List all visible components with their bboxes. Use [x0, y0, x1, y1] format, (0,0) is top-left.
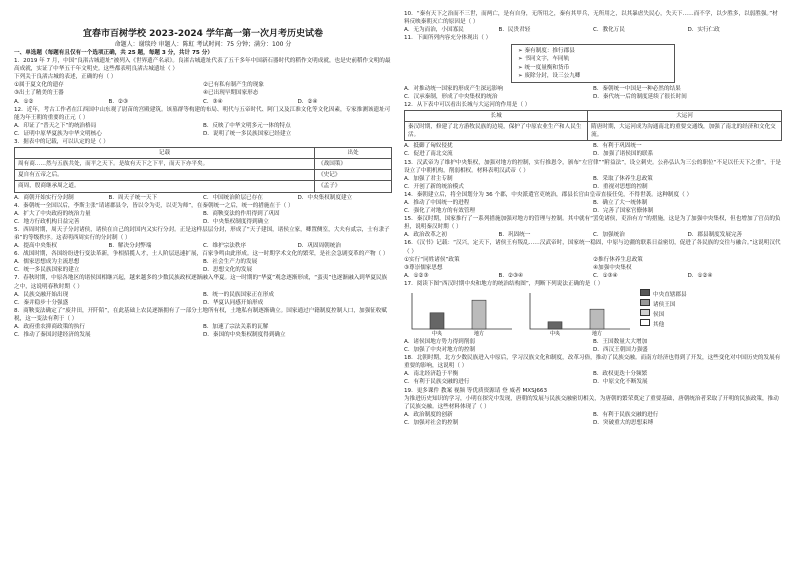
q3-table-cell: 商周，殷商继承周之道。: [15, 181, 315, 192]
option-row: [14, 89, 392, 97]
option-row: [404, 183, 782, 191]
legend-item: [640, 319, 687, 329]
option: C．加强对社会的控制: [404, 419, 459, 426]
option: A．抵御了匈奴侵扰: [404, 143, 453, 150]
legend-label: 其他: [653, 322, 665, 329]
legend-swatch: [640, 299, 650, 306]
option: A．加强了君主专制: [404, 175, 453, 182]
question-stem: 18．北朝时期，北方少数民族进入中原后，学习汉族文化和制度，改革习俗，推动了民族交融。而南方经济也得到了开发，这些变化对中国历史的发展有重要的影响，这说明（ ）: [404, 355, 781, 370]
option: D．巩固周朝统治: [297, 243, 341, 250]
option: ④已出现早期国家形态: [203, 90, 259, 97]
legend-label: 中央直辖郡县: [653, 292, 687, 298]
question-stem: 下列关于良渚古城的表述，正确的有（ ）: [14, 74, 117, 81]
q11-box-line: ➢ 秦有制度：推行郡县: [518, 48, 575, 55]
chart-bar: [472, 300, 486, 329]
option-row: [14, 210, 392, 218]
option: B．秦朝统一中国是一种必然的结果: [593, 85, 681, 92]
option: ②已有私有制产生的现象: [203, 82, 264, 89]
option: B．统一的民族国家正在形成: [203, 291, 274, 298]
question-stem: 7．春秋时期，中原各地区的诸侯国相继兴起，越来越多的少数民族政权逐渐融入华夏。这一时期的“华夏”观念逐渐形成，“蛮夷”也逐渐融入到华夏民族之中，这说明春秋时期（ ）: [14, 275, 388, 290]
left-questions-2: [14, 194, 392, 340]
question-stem: 4．秦朝统一全国以后，李斯主张“请诸郡县令，皆以令为吏，以吏为师”，在秦朝统一之后，统一的措施在于（ ）: [14, 202, 294, 209]
option: B．加速了宗法关系的瓦解: [203, 324, 269, 330]
option: A．①②③: [404, 272, 429, 279]
option-row: [14, 331, 392, 339]
question-stem: 19．更多课件 教案 视频 等优质资源请 登 威者 MXSJ663: [404, 387, 548, 394]
option: D．中原文化不断发展: [593, 379, 648, 386]
left-questions: [14, 57, 392, 146]
question-stem: 13．汉武帝为了维护中央集权，加强对地方的控制，实行推恩令，颁布“左官律”“附益法”，设立刺史。公孙弘认为三公的职位“不足以任天下之重”，于是设立了中朝机构，削弱相权。材料表明汉武帝（ ）: [404, 159, 781, 174]
question-stem: 10．“秦有天下之治而不三世，而两亡，是有自身，无所用之，秦有其甲兵，无所用之，以其暴虐失民心，失天下……而不学，以少胜多，以弱胜强。”材料反映秦朝灭亡的原因是（ ）: [404, 11, 778, 26]
option: B．确立了大一统体制: [593, 199, 648, 206]
option: D．华夏认同感开始形成: [203, 299, 264, 306]
option: D．②④: [297, 98, 318, 105]
q12-table: [404, 110, 782, 141]
legend-swatch: [640, 309, 650, 316]
option-row: [404, 26, 782, 34]
option-row: [404, 150, 782, 158]
chart-legend: [640, 289, 687, 329]
q3-table-cell: 夏自有五帝之后。: [15, 170, 315, 181]
option-row: [404, 93, 782, 101]
legend-label: 诸侯王国: [653, 302, 676, 309]
option: B．有利于巩固统一: [593, 143, 642, 150]
option: B．周天子统一天下: [108, 194, 158, 201]
question-stem: 3．据表中的记载，可以认定的是（ ）: [14, 139, 109, 146]
option: D．思想文化的发展: [203, 267, 253, 274]
option: C．有利于民族交融的进行: [404, 379, 470, 386]
option: A．提高中央集权: [14, 243, 57, 250]
question-stem: 12．近年，考古工作者在江西国中山东观了尉苗的宫殿建筑。该墓群等构建的布局、明代与五帝时代、阿门又及江准文化等文化因素，专家推测该遗址可能为年王朝的重要的正元（ ）: [14, 106, 391, 121]
option: B．采取了休养生息政策: [593, 175, 653, 182]
option: C．证明中原华夏族为中华文明核心: [14, 130, 102, 137]
option-row: [404, 199, 782, 207]
option: A．①②: [14, 98, 34, 105]
option-row: [404, 231, 782, 239]
question-stem: 为推进历史知识的学习，小明在探究中发现，唐朝的发展与民族交融密切相关，为唐朝的繁荣奠定了重要基础，唐朝统治者采取了开明的民族政策，推动了民族交融。这些材料体现了（ ）: [404, 395, 779, 410]
option-row: [14, 291, 392, 299]
question-stem: 15．秦汉时期，国家推行了一系列措施加强对地方的管理与控制。其中就有“罢免诸侯，吏治有方”的措施，这是为了加强中央集权，但也增加了官员的负担，说明秦汉时期（ ）: [404, 216, 781, 231]
option-row: [14, 242, 392, 250]
chart-category-label: 地方: [591, 331, 603, 337]
option: D．郡县制度发展完善: [687, 232, 743, 239]
q16-item: ①实行“同姓诸侯”政策: [404, 256, 460, 263]
q16-item: ④加强中央集权: [593, 264, 632, 271]
option: B．②③: [108, 98, 128, 105]
q11-box-line: ➢ 书同文字，车同轨: [518, 56, 570, 63]
right-questions-2: [404, 85, 782, 109]
option: B．巩固统一: [498, 232, 531, 239]
option: C．中国统治阶层已存在: [203, 194, 263, 201]
option: C．推动了秦国封建经济的发展: [14, 332, 91, 339]
option-row: [404, 346, 782, 354]
chart-bar: [430, 313, 444, 329]
option: D．秦国的中央集权制度得到确立: [203, 332, 286, 339]
option: D．中央集权制度建立: [297, 194, 353, 201]
option: D．突破重大的思想束缚: [593, 419, 654, 426]
option: C．开创了新的统治模式: [404, 183, 464, 190]
option: C．秦并稳步十分强盛: [14, 299, 69, 306]
legend-swatch: [640, 319, 650, 326]
chart-category-label: 中央: [549, 331, 561, 337]
option: C．统一多民族国家的建立: [14, 267, 80, 274]
option-row: [14, 258, 392, 266]
option: D．完善了国家官僚体制: [593, 208, 654, 215]
right-questions-3: [404, 142, 782, 255]
q12-table-head: 大运河: [588, 111, 782, 122]
q3-table-cell: 《战国策》: [315, 159, 392, 170]
chart-bar: [548, 322, 562, 329]
q16-items: [404, 256, 782, 272]
option-row: [14, 98, 392, 106]
q16-options: [404, 272, 782, 280]
option: A．民族交融开始出现: [14, 291, 69, 298]
q12-table-cell: 隋唐时期，大运河成为沟通南北的重要交通线，加强了南北的经济和文化交流。: [588, 122, 782, 141]
option: C．加强统治: [593, 232, 625, 239]
option: B．解决分封弊端: [108, 243, 152, 250]
option: D．秦代统一后的制度延续了很长时间: [593, 93, 687, 100]
option-row: [404, 338, 782, 346]
q17-chart-area: [404, 289, 782, 337]
question-stem: 5．西周时期，周天子分封诸侯，诸侯在自己的封国内又实行分封。正是这样层层分封，形成了“天子建国，诸侯立家，卿置侧室，大夫有贰宗，士有隶子弟”的等级秩序。这表明西周实行的分封制（ ）: [14, 226, 390, 241]
option: C．强化了对地方的有效管理: [404, 208, 476, 215]
question-stem: 16．《汉书》记载：“汉兴，定天下，诸侯王有叛乱……汉武帝时，国家统一稳固，中原与边疆的联系日益密切，促进了各民族的交往与融合。”这说明汉代（ ）: [404, 240, 781, 255]
option-row: [14, 266, 392, 274]
option: B．社会生产力的发展: [203, 259, 258, 266]
option: B．王国数量大大增加: [593, 339, 648, 345]
exam-meta: 命题人：谢琰玲 审题人：陈虹 考试时间：75 分钟；满分：100 分: [114, 41, 292, 48]
question-stem: 8．商鞅变法确定了“废井田，开阡陌”，在此基础上农民逐渐拥有了一部分土地所有权，土地私有制逐渐确立。国家通过户籍制度控制人口，加强征收赋税，这一变法有利于（ ）: [14, 307, 387, 322]
option: D．中央集权制度得到确立: [203, 218, 269, 225]
chart-bar: [590, 309, 604, 329]
q11-box-line: ➢ 统一度量衡和货币: [518, 64, 570, 71]
q3-table-head: 记载: [15, 148, 315, 159]
question-stem: 14．秦朝建立后，将全国划分为 36 个郡，中央派遣官吏统治，郡县长官由皇帝直接任免，不得世袭。这种制度（ ）: [404, 191, 693, 198]
option-row: [404, 411, 782, 419]
q3-table: [14, 147, 392, 192]
option: B．民贵君轻: [498, 27, 531, 34]
option: C．③④: [203, 98, 223, 105]
q3-table-cell: 《孟子》: [315, 181, 392, 192]
option: D．加强了诸侯国的联系: [593, 151, 654, 158]
section-heading: 一、单选题（每题有且仅有一个选项正确，共 25 题，每题 3 分，共计 75 分）: [14, 50, 213, 56]
option-row: [404, 207, 782, 215]
right-column: [404, 10, 782, 427]
option: C．促进了南北交流: [404, 151, 453, 158]
option: D．①②④: [687, 272, 713, 279]
right-questions-4: [404, 354, 782, 427]
option: A．无为而治，小国寡民: [404, 27, 464, 34]
chart-axis: [530, 293, 630, 329]
option-row: [404, 370, 782, 378]
option: A．诸侯国地方势力得到削弱: [404, 339, 475, 345]
option: B．②③④: [498, 272, 523, 279]
option: A．对推动统一国家的形成产生深远影响: [404, 85, 503, 92]
option: A．推动了中国统一的进程: [404, 199, 470, 206]
option: D．实行仁政: [687, 27, 720, 34]
option: A．印证了“普天之下”的统治格局: [14, 122, 97, 129]
option: C．①③④: [593, 272, 618, 279]
q11-box: [511, 44, 675, 82]
option: A．南北经济趋于平衡: [404, 371, 459, 378]
q3-table-cell: 周有商……然与五族共处，而平之天下。是故有天下之下平，而天下亦平矣。: [15, 159, 315, 170]
legend-item: [640, 309, 687, 319]
legend-item: [640, 289, 687, 299]
option: B．商鞅变法的作用得到了巩固: [203, 210, 280, 217]
option: B．有利于民族交融的进行: [593, 411, 659, 418]
q17-options: [404, 338, 782, 354]
option-row: [404, 378, 782, 386]
left-column: [14, 10, 392, 339]
option: ①属于夏文化的遗存: [14, 82, 64, 89]
q16-item: ③尊崇儒家思想: [404, 264, 443, 271]
option: A．政治改革之初: [404, 232, 447, 239]
option: C．加强了中央对地方的控制: [404, 347, 476, 354]
option: C．教化万民: [593, 27, 625, 34]
q16-item: ②推行休养生息政策: [593, 256, 643, 263]
chart-category-label: 地方: [473, 331, 485, 337]
q12-table-head: 长城: [405, 111, 588, 122]
option-row: [404, 142, 782, 150]
option: A．扩大了中央政府的统治力量: [14, 210, 91, 217]
option: B．反映了中华文明多元一体的特点: [203, 122, 291, 129]
q17-stem: 17．阅读下图“西汉时期中央和地方的统治结构图”，判断下列说法正确的是（ ）: [404, 280, 604, 287]
question-stem: 12．从下表中可以看出长城与大运河的作用是（ ）: [404, 101, 531, 108]
q12-table-cell: 秦汉时期，修建了北方游牧民族的边境，保护了中原农业生产和人民生活。: [405, 122, 588, 141]
chart-axis: [412, 293, 512, 329]
exam-title: 宜春市百树学校 2023-2024 学年高一第一次月考历史试卷: [82, 29, 324, 39]
question-stem: 1．2019 年 7 月，中国“良渚古城遗址”被列入《世界遗产名录》。良渚古城遗址代表了五千多年中国新石器时代的稻作文明成就，也是史前稻作文明的最高成就，实证了中华五千年文明史。这些都表明良渚古城遗址（ ）: [14, 58, 391, 73]
question-stem: 6．战国时期，各国纷纷进行变法革新，争相招揽人才，士人阶层迅速扩展，百家争鸣由此形成。这一时期学术文化的繁荣，是社会急剧变革的产物（ ）: [14, 251, 389, 258]
q3-table-head: 出处: [315, 148, 392, 159]
option-row: [14, 81, 392, 89]
option: B．政权更迭十分频繁: [593, 371, 648, 378]
option: D．说明了统一多民族国家已经建立: [203, 130, 292, 137]
q11-box-line: ➢ 废除分封，设三公九卿: [518, 72, 581, 79]
option: C．汉承秦制，形成了中央集权的统治: [404, 93, 498, 100]
option-row: [14, 323, 392, 331]
option-row: [404, 85, 782, 93]
option-row: [14, 130, 392, 138]
legend-swatch: [640, 289, 650, 296]
q17-bar-chart: [404, 289, 634, 337]
option-row: [404, 175, 782, 183]
option: D．西汉王朝国力强盛: [593, 347, 648, 354]
right-questions: [404, 10, 782, 42]
option: A．政治制度的创新: [404, 411, 453, 418]
option: C．维护宗法秩序: [203, 243, 247, 250]
legend-item: [640, 299, 687, 309]
option: ③出土了精美的王器: [14, 90, 64, 97]
legend-label: 侯国: [653, 312, 665, 319]
question-stem: 11．下面所列内容充分体现出（ ）: [404, 35, 492, 42]
option-row: [14, 122, 392, 130]
option-row: [14, 218, 392, 226]
option-row: [14, 299, 392, 307]
option-row: [404, 419, 782, 427]
chart-category-label: 中央: [431, 331, 443, 337]
q3-table-cell: 《史记》: [315, 170, 392, 181]
option-row: [14, 194, 392, 202]
option: A．商朝开始实行分封制: [14, 194, 74, 201]
option: C．地方行政机构日益完善: [14, 218, 80, 225]
option: D．重视对思想的控制: [593, 183, 648, 190]
option: A．儒家思想成为主流思想: [14, 259, 80, 266]
option: A．政府重农抑商政策的执行: [14, 324, 85, 330]
